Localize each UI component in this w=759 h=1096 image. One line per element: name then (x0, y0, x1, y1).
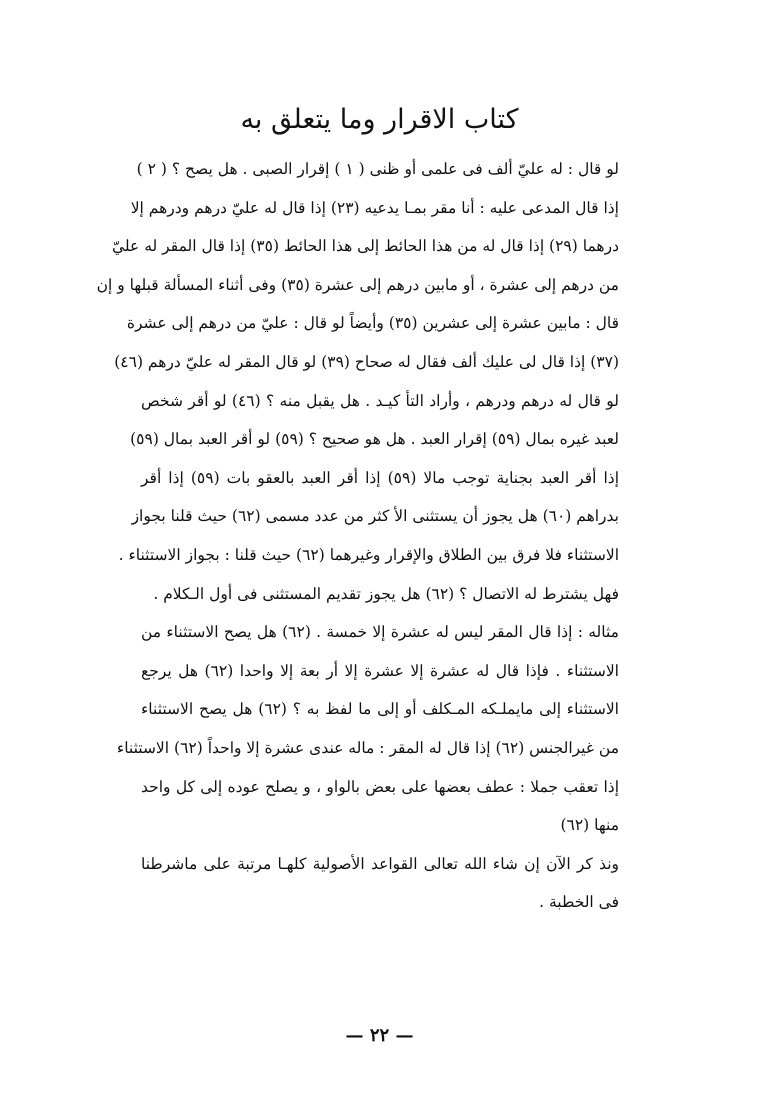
text-line: إذا أقر العبد بجناية توجب مالا (٥٩) إذا أقر العبد بالعقو بات (٥٩) إذا أقر (141, 468, 620, 487)
text-line: من غيرالجنس (٦٢) إذا قال له المقر : ماله عندى عشرة إلا واحداً (٦٢) الاستثناء (116, 738, 619, 757)
text-line: مثاله : إذا قال المقر ليس له عشرة إلا خمسة . (٦٢) هل يصح الاستثناء من (141, 623, 619, 642)
body-text (96, 150, 620, 922)
text-line: ونذ كر الآن إن شاء الله تعالى القواعد الأصولية كلهـا مرتبة على ماشرطنا (141, 854, 619, 873)
text-line: الاستثناء إلى مايملـكه المـكلف أو إلى ما لفظ به ؟ (٦٢) هل يصح الاستثناء (141, 700, 619, 719)
page-title: كتاب الاقرار وما يتعلق به (240, 104, 519, 135)
text-line: فهل يشترط له الاتصال ؟ (٦٢) هل يجوز تقديم المستثنى فى أول الـكلام . (153, 584, 619, 603)
text-line: من درهم إلى عشرة ، أو مابين درهم إلى عشرة (٣٥) وفى أثناء المسألة قبلها و إن (96, 275, 619, 294)
text-line: إذا قال المدعى عليه : أنا مقر بمـا يدعيه (٢٣) إذا قال له عليّ درهم ودرهم إلا (130, 198, 619, 217)
text-line: منها (٦٢) (560, 816, 619, 835)
text-line: لو قال له درهم ودرهم ، وأراد التأ كيـد . هل يقبل منه ؟ (٤٦) لو أقر شخص (141, 391, 620, 410)
text-line: درهما (٢٩) إذا قال له من هذا الحائط إلى هذا الحائط (٣٥) إذا قال المقر له عليّ (111, 237, 619, 256)
text-line: الاستثناء . فإذا قال له عشرة إلا عشرة إلا أر بعة إلا واحدا (٦٢) هل يرجع (141, 661, 619, 680)
text-line: بدراهم (٦٠) هل يجوز أن يستثنى الأ كثر من عدد مسمى (٦٢) حيث قلنا بجواز (131, 507, 619, 526)
text-line: (٣٧) إذا قال لى عليك ألف فقال له صحاح (٣٩) لو قال المقر له عليّ درهم (٤٦) (114, 352, 619, 371)
page-number: — ٢٢ — (345, 1025, 414, 1046)
text-line: لو قال : له عليّ ألف فى علمى أو ظنى ( ١ ) إقرار الصبى . هل يصح ؟ ( ٢ ) (136, 160, 619, 178)
text-line: فى الخطبة . (539, 893, 619, 912)
text-line: قال : مابين عشرة إلى عشرين (٣٥) وأيضاً لو قال : عليّ من درهم إلى عشرة (126, 314, 619, 333)
text-line: إذا تعقب جملا : عطف بعضها على بعض بالواو ، و يصلح عوده إلى كل واحد (141, 777, 619, 796)
text-line: لعبد غيره بمال (٥٩) إقرار العبد . هل هو صحيح ؟ (٥٩) لو أقر العبد بمال (٥٩) (130, 430, 619, 449)
text-line: الاستثناء فلا فرق بين الطلاق والإقرار وغيرهما (٦٢) حيث قلنا : بجواز الاستثناء . (118, 545, 619, 564)
